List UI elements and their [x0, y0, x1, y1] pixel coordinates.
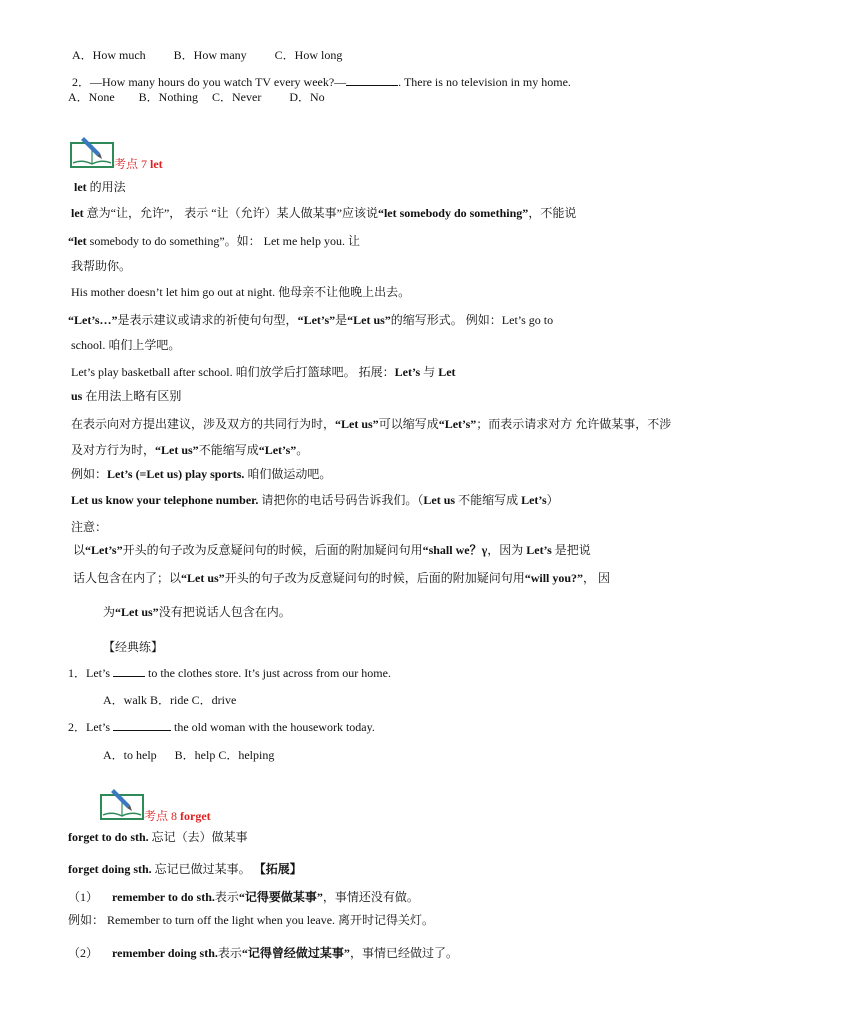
prev-q2-options [68, 90, 325, 104]
note-line: 话人包含在内了；以“Let us”开头的句子改为反意疑问句的时候，后面的附加疑问句用“will you?”， 因 [73, 571, 611, 585]
practice-question-1: 1．Let’s to the clothes store. It’s just across from our home. [68, 666, 391, 680]
answer-blank [346, 75, 398, 86]
paragraph: forget to do sth. 忘记（去）做某事 [68, 830, 248, 844]
note-label: 注意： [71, 520, 108, 534]
note-line: 以“Let’s”开头的句子改为反意疑问句的时候，后面的附加疑问句用“shall we？γ，因为 Let’s 是把说 [73, 543, 591, 557]
paragraph: “let somebody to do something”。如： Let me help you. 让 [68, 234, 360, 248]
practice-question-2: 2．Let’s the old woman with the housework today. [68, 720, 375, 734]
paragraph: 及对方行为时，“Let us”不能缩写成“Let’s”。 [71, 443, 309, 457]
paragraph: let 意为“让，允许”， 表示 “让（允许）某人做某事”应该说“let somebody do something”，不能说 [71, 206, 577, 220]
prev-q2-stem: 2．—How many hours do you watch TV every week?— . There is no television in my home. [72, 75, 571, 89]
section-7-title: 考点 7 let [114, 157, 163, 171]
option-bc: B．help C．helping [174, 748, 275, 762]
paragraph: forget doing sth. 忘记已做过某事。 【拓展】 [68, 862, 302, 876]
practice-title: 【经典练】 [103, 640, 164, 654]
usage-title: let 的用法 [74, 180, 126, 194]
option-a: A．How much [72, 48, 146, 62]
answer-blank [113, 666, 145, 677]
prev-q1-options [72, 48, 342, 62]
example: 例如：Let’s (=Let us) play sports. 咱们做运动吧。 [71, 467, 332, 481]
answer-blank [113, 720, 171, 731]
paragraph: （1） remember to do sth.表示“记得要做某事”，事情还没有做。 [68, 890, 419, 904]
example: Let us know your telephone number. 请把你的电话号码告诉我们。（Let us 不能缩写成 Let’s） [71, 493, 559, 507]
option-b: B．Nothing [138, 90, 199, 104]
paragraph: His mother doesn’t let him go out at night. 他母亲不让他晚上出去。 [71, 285, 411, 299]
paragraph: “Let’s…”是表示建议或请求的祈使句句型，“Let’s”是“Let us”的缩写形式。 例如：Let’s go to [68, 313, 554, 327]
option-b: B．How many [173, 48, 247, 62]
option-c: C．How long [274, 48, 343, 62]
example: 例如： Remember to turn off the light when you leave. 离开时记得关灯。 [68, 913, 435, 927]
book-pencil-icon [70, 133, 114, 169]
note-line: 为“Let us”没有把说话人包含在内。 [103, 605, 291, 619]
paragraph: school. 咱们上学吧。 [71, 338, 181, 352]
paragraph: （2） remember doing sth.表示“记得曾经做过某事”，事情已经做过了。 [68, 946, 458, 960]
option-a: A．to help [103, 748, 157, 762]
practice-options-2 [103, 748, 274, 762]
paragraph: us 在用法上略有区别 [71, 389, 182, 403]
paragraph: 我帮助你。 [71, 259, 132, 273]
paragraph: Let’s play basketball after school. 咱们放学后打篮球吧。 拓展：Let’s 与 Let [71, 365, 456, 379]
option-a: A．None [68, 90, 115, 104]
book-pencil-icon [100, 785, 144, 821]
paragraph: 在表示向对方提出建议，涉及双方的共同行为时，“Let us”可以缩写成“Let’s”；而表示请求对方 允许做某事，不涉 [71, 417, 672, 431]
option-c: C．Never [212, 90, 262, 104]
option-d: D．No [289, 90, 325, 104]
section-8-title: 考点 8 forget [144, 809, 211, 823]
practice-options-1: A．walk B．ride C．drive [103, 693, 237, 707]
